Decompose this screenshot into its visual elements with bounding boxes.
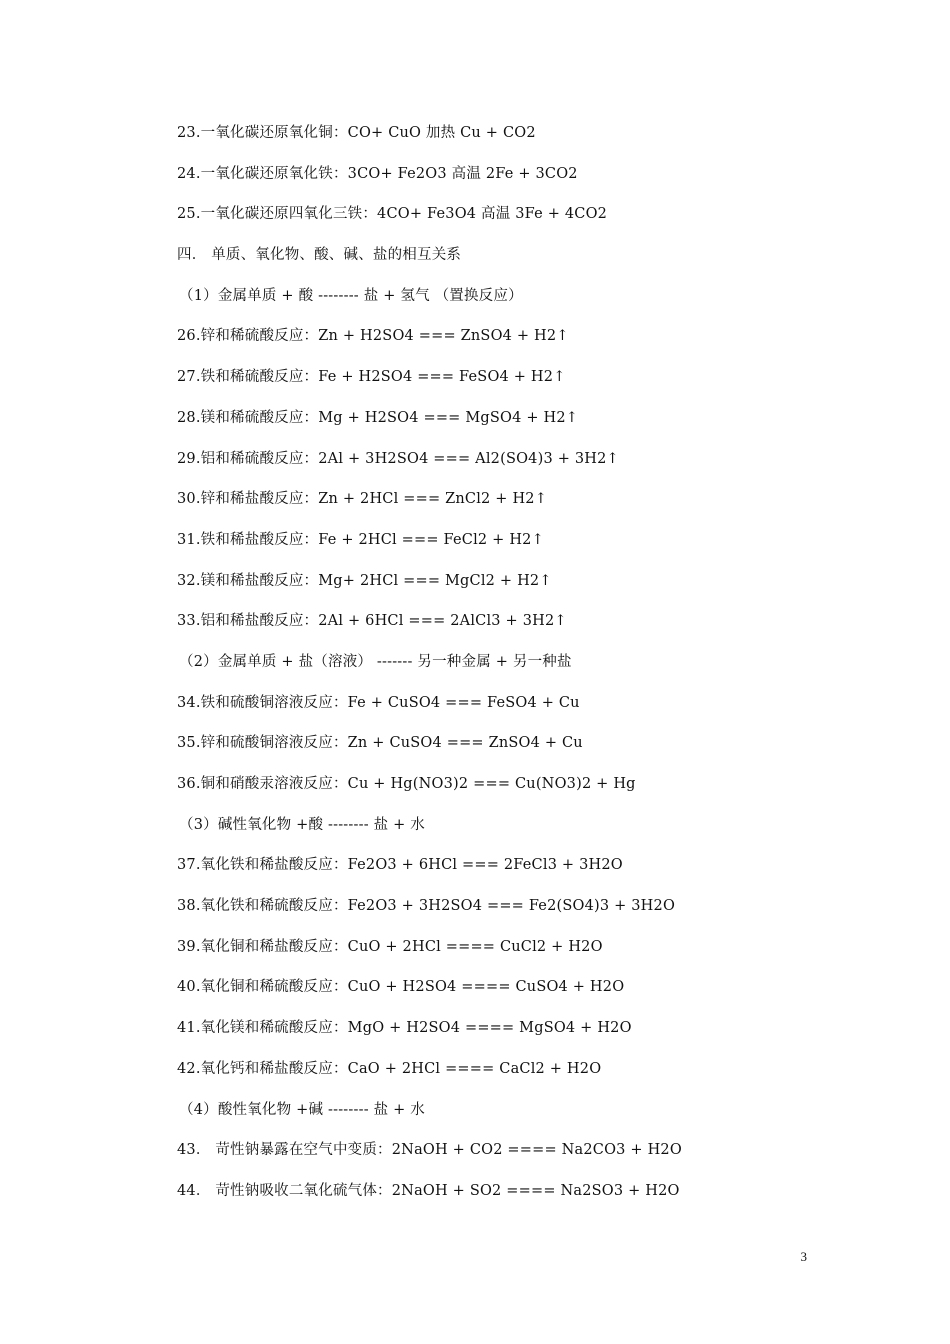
text-line: 31.铁和稀盐酸反应：Fe + 2HCl === FeCl2 + H2↑ (177, 531, 544, 548)
text-line: 37.氧化铁和稀盐酸反应：Fe2O3 + 6HCl === 2FeCl3 + 3H2O (177, 857, 623, 874)
text-line: 42.氧化钙和稀盐酸反应：CaO + 2HCl ==== CaCl2 + H2O (177, 1060, 602, 1077)
subsection-heading: （3）碱性氧化物 +酸 -------- 盐 + 水 (179, 816, 425, 833)
text-line: 27.铁和稀硫酸反应：Fe + H2SO4 === FeSO4 + H2↑ (177, 369, 566, 386)
text-line: 43． 苛性钠暴露在空气中变质：2NaOH + CO2 ==== Na2CO3 + H2O (177, 1142, 682, 1159)
text-line: 23.一氧化碳还原氧化铜：CO+ CuO 加热 Cu + CO2 (177, 125, 536, 141)
subsection-heading: （2）金属单质 + 盐（溶液） ------- 另一种金属 + 另一种盐 (179, 653, 572, 670)
subsection-heading: （4）酸性氧化物 +碱 -------- 盐 + 水 (179, 1101, 425, 1118)
text-line: 32.镁和稀盐酸反应：Mg+ 2HCl === MgCl2 + H2↑ (177, 572, 552, 589)
text-line: 30.锌和稀盐酸反应：Zn + 2HCl === ZnCl2 + H2↑ (177, 491, 548, 508)
text-line: 25.一氧化碳还原四氧化三铁：4CO+ Fe3O4 高温 3Fe + 4CO2 (177, 206, 608, 223)
text-line: 36.铜和硝酸汞溶液反应：Cu + Hg(NO3)2 === Cu(NO3)2 + Hg (177, 776, 636, 792)
text-line: 34.铁和硫酸铜溶液反应：Fe + CuSO4 === FeSO4 + Cu (177, 694, 580, 711)
text-line: 40.氧化铜和稀硫酸反应：CuO + H2SO4 ==== CuSO4 + H2O (177, 979, 625, 996)
section-heading: 四． 单质、氧化物、酸、碱、盐的相互关系 (177, 247, 462, 264)
subsection-heading: （1）金属单质 + 酸 -------- 盐 + 氢气 （置换反应） (179, 287, 523, 304)
text-line: 35.锌和硫酸铜溶液反应：Zn + CuSO4 === ZnSO4 + Cu (177, 735, 583, 752)
text-line: 29.铝和稀硫酸反应：2Al + 3H2SO4 === Al2(SO4)3 + 3H2↑ (177, 450, 619, 467)
text-line: 28.镁和稀硫酸反应：Mg + H2SO4 === MgSO4 + H2↑ (177, 409, 579, 426)
page-number: 3 (800, 1249, 807, 1264)
text-line: 26.锌和稀硫酸反应：Zn + H2SO4 === ZnSO4 + H2↑ (177, 328, 569, 345)
text-line: 24.一氧化碳还原氧化铁：3CO+ Fe2O3 高温 2Fe + 3CO2 (177, 165, 578, 182)
text-line: 41.氧化镁和稀硫酸反应：MgO + H2SO4 ==== MgSO4 + H2O (177, 1020, 632, 1037)
equation-list (177, 122, 897, 1221)
text-line: 44． 苛性钠吸收二氧化硫气体：2NaOH + SO2 ==== Na2SO3 + H2O (177, 1182, 680, 1199)
text-line: 39.氧化铜和稀盐酸反应：CuO + 2HCl ==== CuCl2 + H2O (177, 938, 603, 955)
text-line: 38.氧化铁和稀硫酸反应：Fe2O3 + 3H2SO4 === Fe2(SO4)3 + 3H2O (177, 898, 676, 915)
text-line: 33.铝和稀盐酸反应：2Al + 6HCl === 2AlCl3 + 3H2↑ (177, 613, 567, 630)
